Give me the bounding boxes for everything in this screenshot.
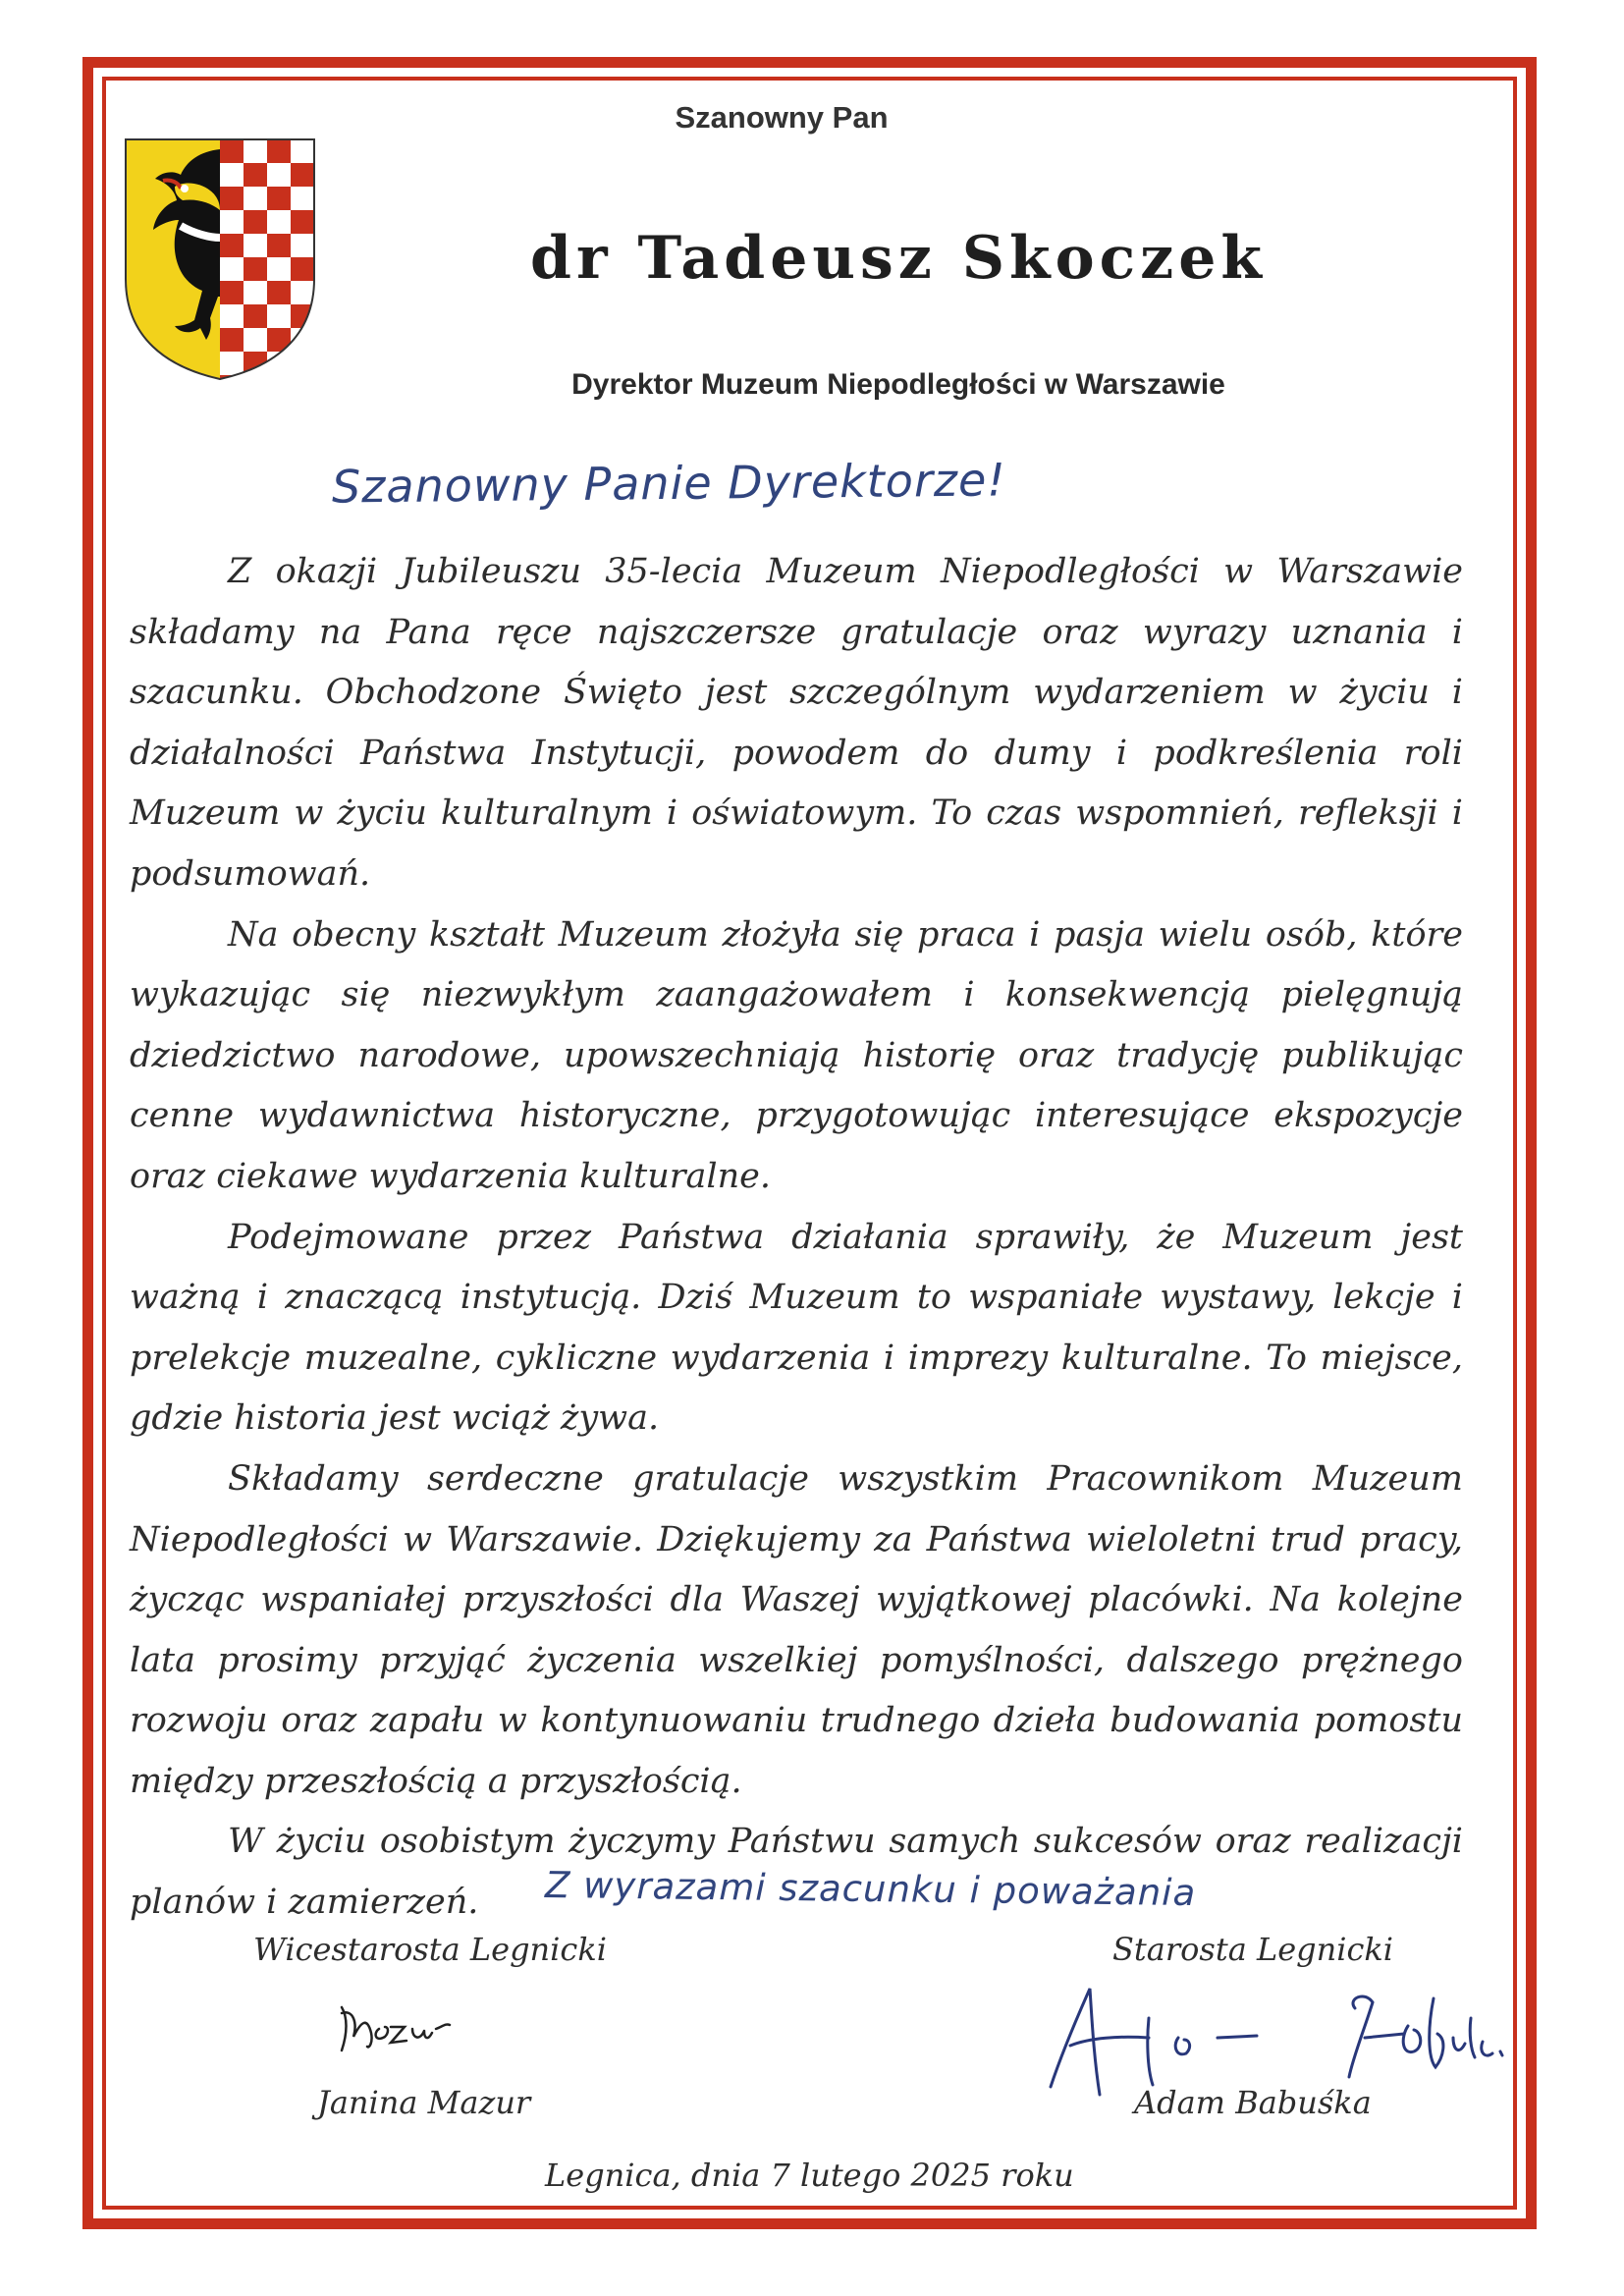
checker-square (244, 328, 267, 352)
checker-square (220, 139, 244, 163)
checker-square (267, 234, 291, 257)
checker-square (267, 375, 291, 385)
checker-square (267, 304, 291, 328)
checker-square (267, 210, 291, 234)
place-and-date: Legnica, dnia 7 lutego 2025 roku (545, 2157, 1074, 2194)
checker-square (267, 352, 291, 375)
paragraph: W życiu osobistym życzymy Państwu samych sukcesów oraz realizacji planów i zamierzeń. (130, 1822, 1463, 1923)
checker-square (244, 163, 267, 187)
checker-square (244, 257, 267, 281)
checker-square (291, 281, 314, 304)
recipient-position: Dyrektor Muzeum Niepodległości w Warszawie (571, 368, 1225, 401)
checker-square (291, 163, 314, 187)
checker-square (244, 210, 267, 234)
signature-left (334, 1994, 511, 2062)
paragraph: Składamy serdeczne gratulacje wszystkim Pracownikom Muzeum Niepodległości w Warszawie. Dziękujemy za Państwa wieloletni trud pracy, życząc wspaniałej przyszłości dla Waszej wyjątkowej placówki. Na kolejne lata prosimy przyjąć życzenia wszelkiej pomyślności, dalszego prężnego rozwoju oraz zapału w kontynuowaniu trudnego dzieła budowania pomostu między przeszłością a przyszłością. (130, 1458, 1463, 1801)
checker-square (220, 304, 244, 328)
checker-square (267, 328, 291, 352)
checker-square (244, 234, 267, 257)
handwritten-closing: Z wyrazami szacunku i poważania (544, 1863, 1197, 1915)
handwritten-greeting: Szanowny Panie Dyrektorze! (331, 453, 1006, 514)
checker-square (220, 352, 244, 375)
checker-square (220, 257, 244, 281)
checker-square (220, 187, 244, 210)
checker-square (244, 281, 267, 304)
recipient-name: dr Tadeusz Skoczek (530, 224, 1267, 293)
paragraph: Z okazji Jubileuszu 35-lecia Muzeum Niepodległości w Warszawie składamy na Pana ręce najszczersze gratulacje oraz wyrazy uznania i szacunku. Obchodzone Święto jest szczególnym wydarzeniem w życiu i działalności Państwa Instytucji, powodem do dumy i podkreślenia roli Muzeum w życiu kulturalnym i oświatowym. To czas wspomnień, refleksji i podsumowań. (130, 552, 1463, 894)
checker-square (291, 187, 314, 210)
checker-square (291, 375, 314, 385)
checker-square (220, 328, 244, 352)
checker-square (244, 375, 267, 385)
checker-square (291, 257, 314, 281)
salutation-heading: Szanowny Pan (675, 100, 889, 135)
checker-square (244, 304, 267, 328)
checker-square (220, 281, 244, 304)
paragraph: Na obecny kształt Muzeum złożyła się praca i pasja wielu osób, które wykazując się niezwykłym zaangażowałem i konsekwencją pielęgnują dziedzictwo narodowe, upowszechniają historię oraz tradycję publikując cenne wydawnictwa historyczne, przygotowując interesujące ekspozycje oraz ciekawe wydarzenia kulturalne. (130, 914, 1463, 1196)
checker-square (244, 139, 267, 163)
checker-square (267, 139, 291, 163)
signatory-right-name: Adam Babuśka (1134, 2084, 1372, 2121)
checker-square (291, 234, 314, 257)
checker-square (291, 139, 314, 163)
checker-square (267, 281, 291, 304)
coat-of-arms-icon (116, 132, 324, 385)
letter-body (130, 542, 1463, 1934)
checker-square (220, 234, 244, 257)
signatory-left-title: Wicestarosta Legnicki (253, 1931, 607, 1968)
checker-square (267, 163, 291, 187)
paragraph: Podejmowane przez Państwa działania sprawiły, że Muzeum jest ważną i znaczącą instytucją. Dziś Muzeum to wspaniałe wystawy, lekcje i prelekcje muzealne, cykliczne wydarzenia i imprezy kulturalne. To miejsce, gdzie historia jest wciąż żywa. (130, 1217, 1463, 1439)
checker-square (220, 210, 244, 234)
signatory-left-name: Janina Mazur (317, 2084, 531, 2121)
checker-square (267, 257, 291, 281)
signatory-right-title: Starosta Legnicki (1112, 1931, 1394, 1968)
checker-square (267, 187, 291, 210)
checker-square (220, 163, 244, 187)
checker-square (291, 210, 314, 234)
checker-square (291, 352, 314, 375)
checker-square (244, 187, 267, 210)
